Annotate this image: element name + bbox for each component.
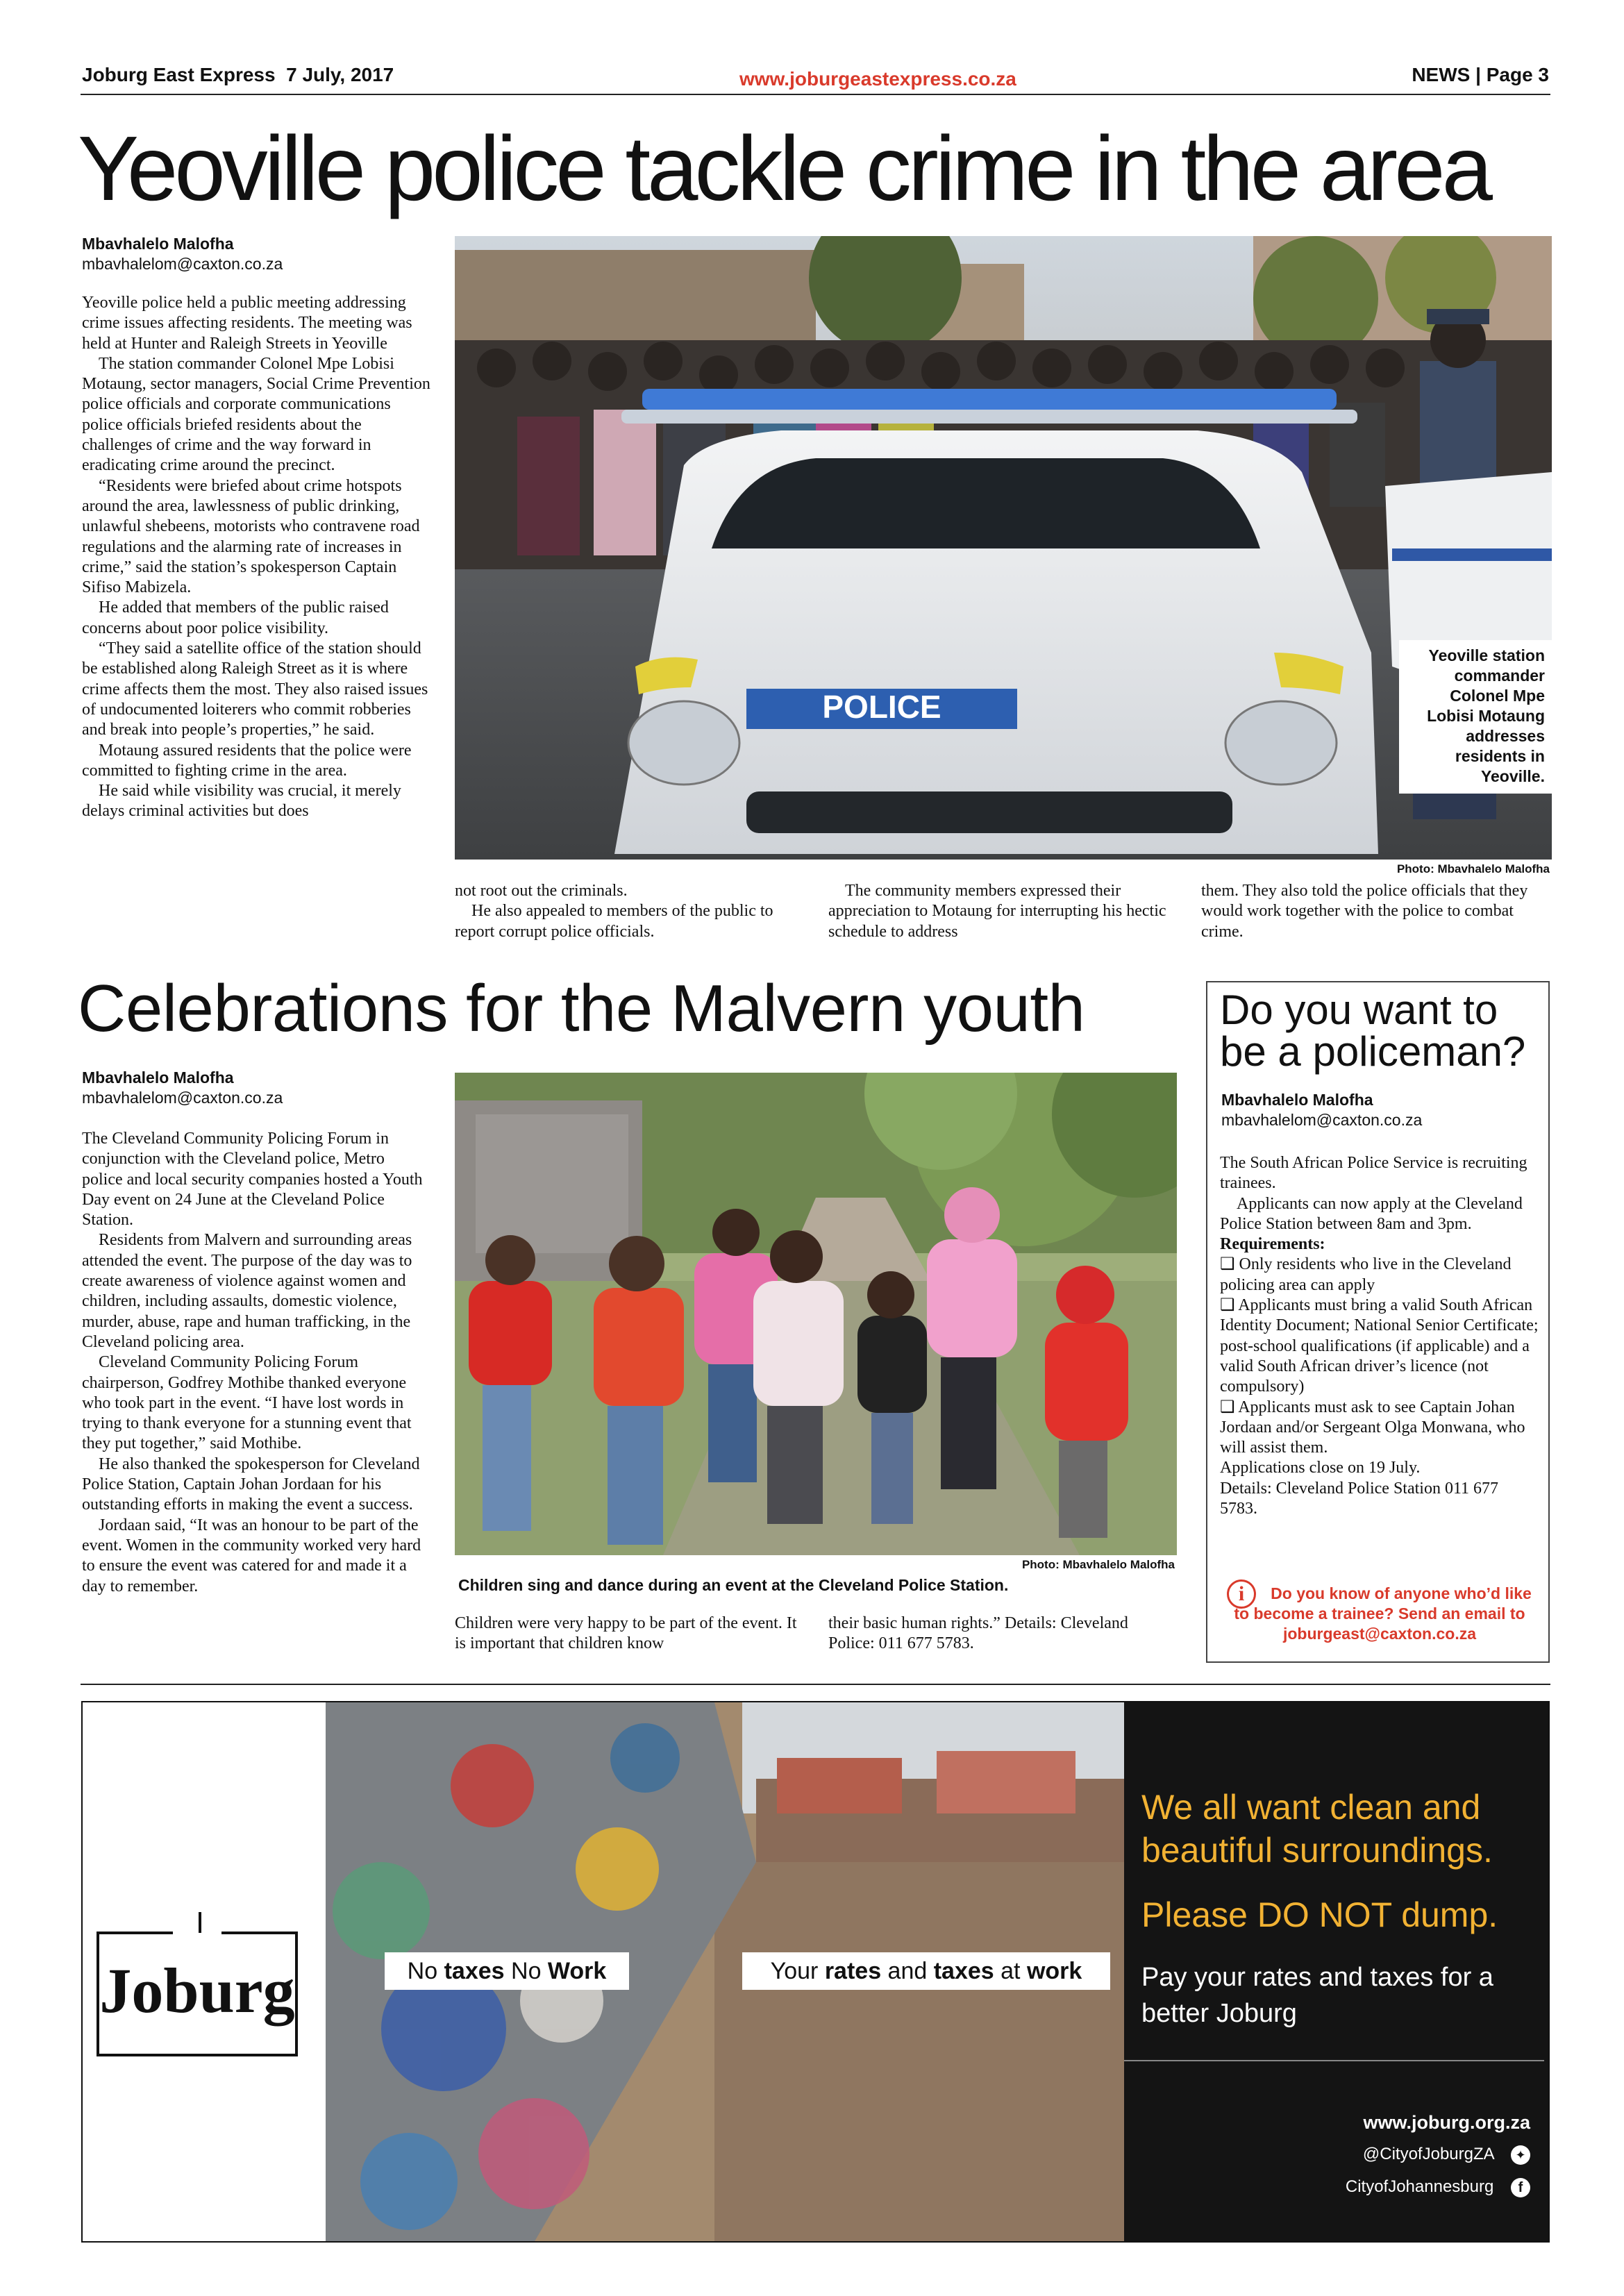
sidebar-email[interactable]: mbavhalelom@caxton.co.za xyxy=(1221,1111,1423,1129)
story2-column3: their basic human rights.” Details: Cleveland Police: 011 677 5783. xyxy=(828,1614,1128,1653)
twitter-icon: ✦ xyxy=(1511,2145,1530,2165)
advert-website[interactable]: www.joburg.org.za xyxy=(1363,2112,1530,2133)
advert-facebook[interactable]: CityofJohannesburg f xyxy=(1346,2177,1530,2197)
checkbox-icon: ❑ xyxy=(1220,1255,1239,1274)
story1-column1 xyxy=(82,293,433,822)
sidebar-author: Mbavhalelo Malofha xyxy=(1221,1091,1373,1109)
sidebar-close-date: Applications close on 19 July. xyxy=(1220,1459,1421,1477)
recruitment-sidebar xyxy=(1206,981,1550,1663)
story1-paragraph: “They said a satellite office of the station should be established along Raleigh Street as it is where crime affects them the most. They also raised issues of undocumented loiterers who commit robberies and break into people’s properties,” he said. xyxy=(82,639,428,739)
checkbox-icon: ❑ xyxy=(1220,1398,1239,1416)
car-police-label: POLICE xyxy=(822,689,941,725)
header-rule xyxy=(81,94,1550,95)
page-section: NEWS | Page 3 xyxy=(1412,64,1549,85)
sidebar-promo[interactable]: Do you know of anyone who’d like to become a trainee? Send an email to joburgeast@caxton.co.za xyxy=(1234,1584,1532,1643)
story2-paragraph: The Cleveland Community Policing Forum in conjunction with the Cleveland police, Metro police and local security companies hosted a Youth Day event on 24 June at the Cleveland Police Station. xyxy=(82,1130,423,1230)
story1-paragraph: not root out the criminals. xyxy=(455,882,628,900)
story1-paragraph: He also appealed to members of the public to report corrupt police officials. xyxy=(455,902,773,941)
joburg-logo-text: Joburg xyxy=(99,1955,295,2026)
paper-url[interactable]: www.joburgeastexpress.co.za xyxy=(739,68,1016,90)
story1-headline: Yeoville police tackle crime in the area xyxy=(78,117,1489,219)
story2-headline: Celebrations for the Malvern youth xyxy=(78,971,1085,1046)
story1-paragraph: Yeoville police held a public meeting addressing crime issues affecting residents. The meeting was held at Hunter and Raleigh Streets in Yeoville xyxy=(82,294,412,353)
section-rule xyxy=(81,1684,1550,1685)
story1-paragraph: He said while visibility was crucial, it merely delays criminal activities but does xyxy=(82,782,401,821)
story1-photo-credit: Photo: Mbavhalelo Malofha xyxy=(1396,862,1550,875)
story2-photo xyxy=(455,1073,1177,1555)
advert-divider xyxy=(1124,2060,1544,2061)
story2-photo-caption: Children sing and dance during an event at the Cleveland Police Station. xyxy=(458,1576,1009,1594)
story1-paragraph: Motaung assured residents that the police were committed to fighting crime in the area. xyxy=(82,741,412,780)
story1-paragraph: “Residents were briefed about crime hotspots around the area, lawlessness of public drinking, unlawful shebeens, motorists who contravene road regulations and the alarming rate of increases in crime,” said the station’s spokesperson Captain Sifiso Mabizela. xyxy=(82,476,420,597)
sidebar-headline: Do you want to be a policeman? xyxy=(1220,987,1526,1075)
advert-message-panel xyxy=(1124,1702,1550,2243)
story1-paragraph: He added that members of the public raised concerns about poor police visibility. xyxy=(82,598,389,637)
sidebar-apply: Applicants can now apply at the Cleveland Police Station between 8am and 3pm. xyxy=(1220,1194,1523,1233)
info-icon: i xyxy=(1227,1579,1256,1609)
sidebar-requirement: ❑ Only residents who live in the Cleveland policing area can apply xyxy=(1220,1255,1512,1294)
story2-paragraph: Cleveland Community Policing Forum chairperson, Godfrey Mothibe thanked everyone who took part in the event. “I have lost words in trying to thank everyone for a stunning event that they put together,” said Mothibe. xyxy=(82,1353,412,1453)
story2-paragraph: Jordaan said, “It was an honour to be part of the event. Women in the community worked very hard to ensure the event was catered for and made it a day to remember. xyxy=(82,1516,421,1595)
story1-column4 xyxy=(1201,881,1552,942)
story2-photo-credit: Photo: Mbavhalelo Malofha xyxy=(1021,1558,1175,1571)
advert-line3: Pay your rates and taxes for a better Joburg xyxy=(1141,1963,1493,2028)
rates-taxes-tag: Your rates and taxes at work xyxy=(742,1952,1110,1990)
story1-paragraph: The station commander Colonel Mpe Lobisi Motaung, sector managers, Social Crime Prevention police officials and corporate communications police officials briefed residents about the challenges of crime and the way forward in eradicating crime around the precinct. xyxy=(82,354,430,475)
story2-author: Mbavhalelo Malofha xyxy=(82,1069,234,1087)
story1-column2 xyxy=(455,881,802,942)
story2-column1 xyxy=(82,1129,429,1597)
advert-twitter[interactable]: @CityofJoburgZA ✦ xyxy=(1363,2145,1530,2165)
story1-author: Mbavhalelo Malofha xyxy=(82,235,234,253)
story2-byline xyxy=(82,1068,443,1108)
sidebar-requirements-heading: Requirements: xyxy=(1220,1235,1325,1254)
story2-paragraph: Residents from Malvern and surrounding areas attended the event. The purpose of the day was to create awareness of violence against women and children, including assaults, domestic violence, murder, abuse, rape and human trafficking, in the Cleveland policing area. xyxy=(82,1231,412,1351)
story1-column3 xyxy=(828,881,1175,942)
story1-photo xyxy=(455,236,1552,860)
story2-paragraph: He also thanked the spokesperson for Cleveland Police Station, Captain Johan Jordaan for his outstanding efforts in making the event a success. xyxy=(82,1455,420,1514)
story1-email[interactable]: mbavhalelom@caxton.co.za xyxy=(82,255,283,273)
advert-line1: We all want clean and beautiful surroundings. xyxy=(1141,1788,1493,1870)
checkbox-icon: ❑ xyxy=(1220,1296,1239,1315)
joburg-logo xyxy=(97,1932,298,2056)
sidebar-requirement: ❑ Applicants must ask to see Captain Johan Jordaan and/or Sergeant Olga Monwana, who will assist them. xyxy=(1220,1398,1525,1457)
story2-email[interactable]: mbavhalelom@caxton.co.za xyxy=(82,1089,283,1107)
no-taxes-tag: No taxes No Work xyxy=(385,1952,629,1990)
joburg-advert xyxy=(81,1701,1550,2243)
sidebar-intro: The South African Police Service is recruiting trainees. xyxy=(1220,1154,1527,1193)
children-event-image xyxy=(455,1073,1177,1555)
story2-column2: Children were very happy to be part of the event. It is important that children know xyxy=(455,1614,797,1653)
sidebar-body xyxy=(1220,1153,1539,1519)
paper-date: Joburg East Express 7 July, 2017 xyxy=(82,64,394,85)
sidebar-details: Details: Cleveland Police Station 011 677 5783. xyxy=(1220,1479,1499,1518)
story1-paragraph: them. They also told the police officials that they would work together with the police to combat crime. xyxy=(1201,882,1528,941)
story1-photo-caption: Yeoville station commander Colonel Mpe Lobisi Motaung addresses residents in Yeoville. xyxy=(1399,640,1552,794)
facebook-icon: f xyxy=(1511,2178,1530,2197)
sidebar-requirement: ❑ Applicants must bring a valid South African Identity Document; National Senior Certificate; post-school qualifications (if applicable) and a valid South African driver’s licence (not compulsory) xyxy=(1220,1296,1539,1396)
story1-paragraph: The community members expressed their appreciation to Motaung for interrupting his hectic schedule to address xyxy=(828,882,1166,941)
story1-byline xyxy=(82,234,443,274)
advert-line2: Please DO NOT dump. xyxy=(1141,1895,1498,1934)
police-scene-image xyxy=(455,236,1552,860)
